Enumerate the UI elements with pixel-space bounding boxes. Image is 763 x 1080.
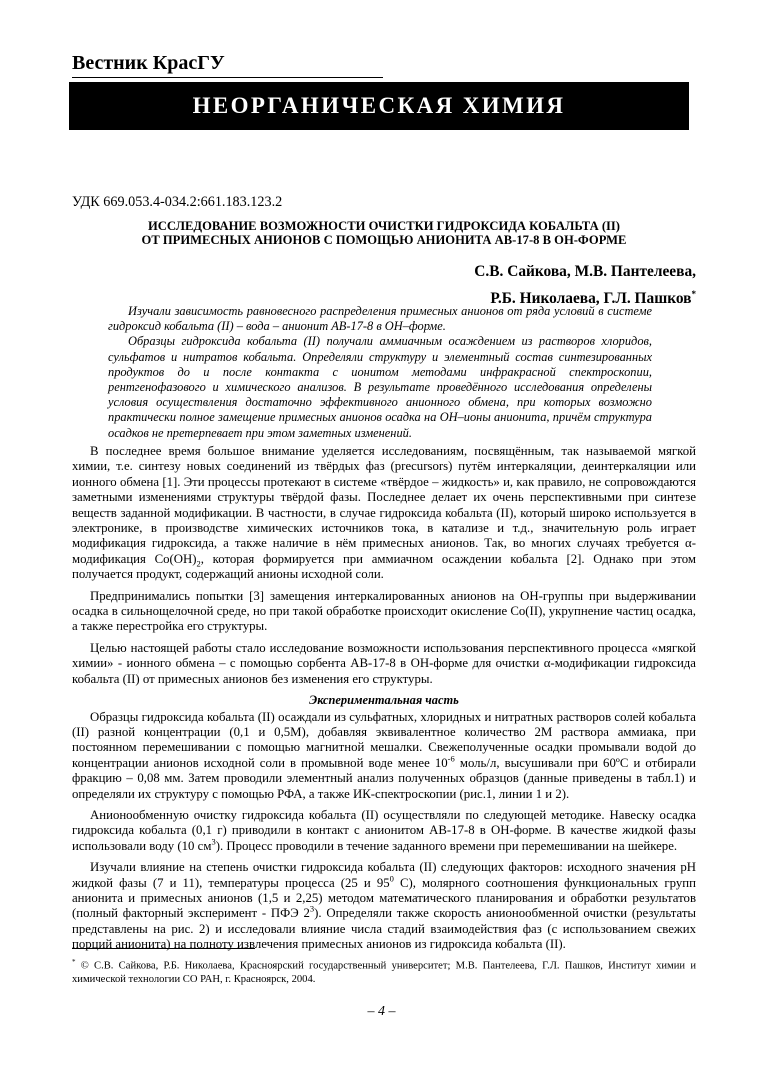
body-text-run: В последнее время большое внимание уделяется исследованиям, посвящённым, так называемой мягкой химии, т.е. синтезу новых соединений из твёрдых фаз (precursors) путём интеркаляции, деинтеркаляции или ионного обмена [1]. Эти процессы протекают в системе «твёрдое – жидкость» и, как правило, не сопровождаются заметными изменениями структуры твёрдой фазы. Последнее делает их очень перспективными при синтезе веществ заданной модификации. В частности, в случае гидроксида кобальта (II), который широко используется в электронике, в производстве химических источников тока, в катализе и т.д., значительную роль играет модификация гидроксида, а также наличие в нём примесных анионов. Так, во многих случаях требуется α-модификация Co(OH): [72, 444, 696, 566]
abstract-paragraph: Образцы гидроксида кобальта (II) получали аммиачным осаждением из растворов хлоридов, сульфатов и нитратов кобальта. Определяли структуру и элементный состав синтезированных продуктов до и после контакта с ионитом методами инфракрасной спектроскопии, рентгенофазового и химического анализов. В результате проведённого исследования определены условия осуществления достаточно эффективного анионного обмена, при которых возможно практически полное замещение примесных анионов осадка на ОН–ионы анионита, причём структура осадков не претерпевает при этом заметных изменений.: [108, 334, 652, 440]
body-paragraph-4: [72, 710, 696, 802]
body-text-run: , которая формируется при аммиачном осаждении кобальта [2]. Однако при этом получается продукт, содержащий анионы исходной соли.: [72, 551, 696, 582]
body-paragraph-6: [72, 860, 696, 952]
body-text-run: С), молярного соотношения функциональных групп анионита и примесных анионов (1,5 и 2,25) методом математического планирования и обработки результатов (полный факторный эксперимент - ПФЭ 2: [72, 875, 696, 921]
footnote-text: © С.В. Сайкова, Р.Б. Николаева, Красноярский государственный университет; М.В. Пантелеева, Г.Л. Пашков, Институт химии и химической технологии СО РАН, г. Красноярск, 2004.: [72, 960, 696, 986]
body-text-run: Изучали влияние на степень очистки гидроксида кобальта (II) следующих факторов: исходного значения pH жидкой фазы (7 и 11), температуры процесса (25 и 95: [72, 860, 696, 890]
page-number: – 4 –: [367, 1004, 396, 1019]
body-text-run: Анионообменную очистку гидроксида кобальта (II) осуществляли по следующей методике. Навеску осадка гидроксида кобальта (0,1 г) приводили в контакт с анионитом АВ-17-8 в ОН-форме. В качестве жидкой фазы использовали воду (10 см: [72, 807, 696, 853]
authors-footnote-mark: *: [691, 289, 696, 299]
footnote: [72, 956, 696, 987]
body-text-run: Образцы гидроксида кобальта (II) осаждали из сульфатных, хлоридных и нитратных растворов солей кобальта (II) разной концентрации (0,1 и 0,5М), добавляя эквивалентное количество 2М раствора аммиака, при постоянном перемешивании с помощью магнитной мешалки. Свежеполученные осадки промывали водой до концентрации анионов исходной соли в промывной воде менее 10: [72, 709, 696, 770]
article-title-line-2: ОТ ПРИМЕСНЫХ АНИОНОВ С ПОМОЩЬЮ АНИОНИТА АВ-17-8 В ОН-ФОРМЕ: [141, 233, 627, 247]
body-paragraph-5: [72, 808, 696, 854]
superscript: 3: [309, 904, 315, 915]
body-paragraph-3: Целью настоящей работы стало исследование возможности использования перспективного процесса «мягкой химии» - ионного обмена – с помощью сорбента АВ-17-8 в ОН-форме для очистки α-модификации гидроксида кобальта (II) от примесных анионов без изменения его структуры.: [72, 640, 696, 686]
subscript: 2: [196, 558, 201, 569]
section-title-bar: НЕОРГАНИЧЕСКАЯ ХИМИЯ: [69, 82, 689, 130]
superscript: 0: [389, 873, 394, 884]
article-title-line-1: ИССЛЕДОВАНИЕ ВОЗМОЖНОСТИ ОЧИСТКИ ГИДРОКСИДА КОБАЛЬТА (II): [147, 219, 621, 233]
body-text: [72, 444, 696, 959]
body-paragraph-2: Предпринимались попытки [3] замещения интеркалированных анионов на ОН-группы при выдерживании осадка в сильнощелочной среде, но при такой обработке происходит окисление Co(II), укрупнение частиц осадка, а также перестройка его структуры.: [72, 588, 696, 634]
body-text-run: ). Определяли также скорость анионообменной очистки (результаты представлены на рис. 2) и исследовали влияние числа стадий взаимодействия фаз (с использованием свежих порций анионита) на полноту извлечения примесных анионов из гидроксида кобальта (II).: [72, 906, 697, 952]
journal-name: Вестник КрасГУ: [72, 52, 225, 74]
authors-line-1: С.В. Сайкова, М.В. Пантелеева,: [474, 263, 696, 280]
superscript: -6: [447, 753, 455, 764]
body-text-run: моль/л, высушивали при 60ºС и отбирали фракцию – 0,08 мм. Затем проводили элементный анализ полученных образцов (данные приведены в табл.1) и определяли их структуру с помощью РФА, а также ИК-спектроскопии (рис.1, линии 1 и 2).: [72, 755, 696, 801]
abstract: [108, 304, 652, 441]
article-title: [72, 219, 696, 247]
udk-code: УДК 669.053.4-034.2:661.183.123.2: [72, 194, 283, 210]
experimental-heading: Экспериментальная часть: [309, 693, 459, 708]
journal-underline: [72, 77, 383, 78]
authors-line-2-text: Р.Б. Николаева, Г.Л. Пашков: [490, 290, 692, 308]
abstract-paragraph: Изучали зависимость равновесного распределения примесных анионов от ряда условий в системе гидроксид кобальта (II) – вода – анионит АВ-17-8 в ОН–форме.: [108, 304, 652, 334]
body-text-run: ). Процесс проводили в течение заданного времени при перемешивании на шейкере.: [215, 838, 678, 853]
authors: [380, 261, 696, 310]
body-paragraph-1: [72, 444, 696, 583]
footnote-mark: *: [72, 958, 76, 966]
superscript: 3: [211, 836, 216, 847]
footnote-rule: [72, 948, 255, 949]
